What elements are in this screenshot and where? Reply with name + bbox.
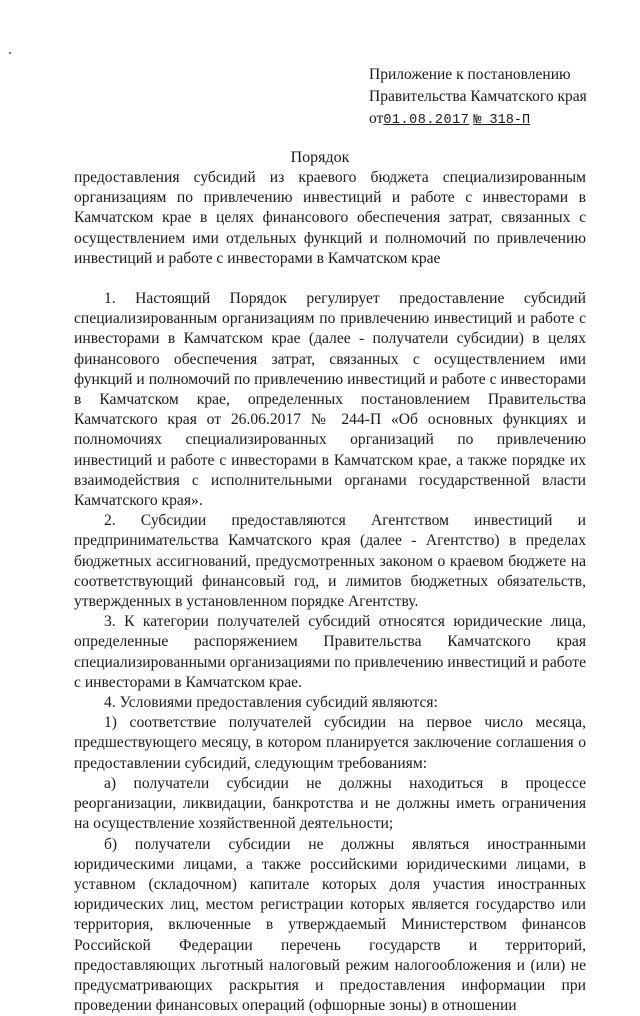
document-body bbox=[74, 168, 586, 1016]
paragraph-1: 1. Настоящий Порядок регулирует предоставление субсидий специализированным организациям по привлечению инвестиций и работе с инвесторами в Камчатском крае (далее - получатели субсидии) в целях финансового обеспечения затрат, связанных с осуществлением ими функций и полномочий по привлечению инвестиций и работе с инвесторами в Камчатском крае, определенных постановлением Правительства Камчатского края от 26.06.2017 № 244-П «Об основных функциях и полномочиях специализированных организаций по привлечению инвестиций и работе с инвесторами в Камчатском крае, а также порядке их взаимодействия с исполнительными органами государственной власти Камчатского края». bbox=[74, 289, 586, 511]
decree-number: № 318-П bbox=[473, 113, 530, 128]
appendix-header bbox=[369, 64, 629, 132]
paragraph-4-1: 1) соответствие получателей субсидии на первое число месяца, предшествующего месяцу, в котором планируется заключение соглашения о предоставлении субсидий, следующим требованиям: bbox=[74, 713, 586, 774]
document-title: Порядок bbox=[0, 148, 640, 168]
section-gap bbox=[74, 269, 586, 289]
header-date-line bbox=[369, 108, 629, 132]
paragraph-4-1-a: а) получатели субсидии не должны находиться в процессе реорганизации, ликвидации, банкротства и не должны иметь ограничения на осуществление хозяйственной деятельности; bbox=[74, 774, 586, 835]
header-line-1: Приложение к постановлению bbox=[369, 64, 629, 86]
paragraph-2: 2. Субсидии предоставляются Агентством инвестиций и предпринимательства Камчатского края (далее - Агентство) в пределах бюджетных ассигнований, предусмотренных законом о краевом бюджете на соответствующий финансовый год, и лимитов бюджетных обязательств, утвержденных в установленном порядке Агентству. bbox=[74, 511, 586, 612]
document-subtitle: предоставления субсидий из краевого бюджета специализированным организациям по привлечению инвестиций и работе с инвесторами в Камчатском крае в целях финансового обеспечения затрат, связанных с осуществлением ими отдельных функций и полномочий по привлечению инвестиций и работе с инвесторами в Камчатском крае bbox=[74, 168, 586, 269]
paragraph-3: 3. К категории получателей субсидий относятся юридические лица, определенные распоряжением Правительства Камчатского края специализированными организациями по привлечению инвестиций и работе с инвесторами в Камчатском крае. bbox=[74, 612, 586, 693]
date-prefix: от bbox=[369, 110, 383, 127]
header-line-2: Правительства Камчатского края bbox=[369, 86, 629, 108]
paragraph-4: 4. Условиями предоставления субсидий являются: bbox=[74, 693, 586, 713]
paragraph-4-1-b: б) получатели субсидии не должны являться иностранными юридическими лицами, а также российскими юридическими лицами, в уставном (складочном) капитале которых доля участия иностранных юридических лиц, местом регистрации которых является государство или территория, включенные в утверждаемый Министерством финансов Российской Федерации перечень государств и территорий, предоставляющих льготный налоговый режим налогообложения и (или) не предусматривающих раскрытия и предоставления информации при проведении финансовых операций (офшорные зоны) в отношении bbox=[74, 835, 586, 1016]
scan-speck bbox=[9, 52, 11, 54]
decree-date: 01.08.2017 bbox=[383, 113, 469, 128]
